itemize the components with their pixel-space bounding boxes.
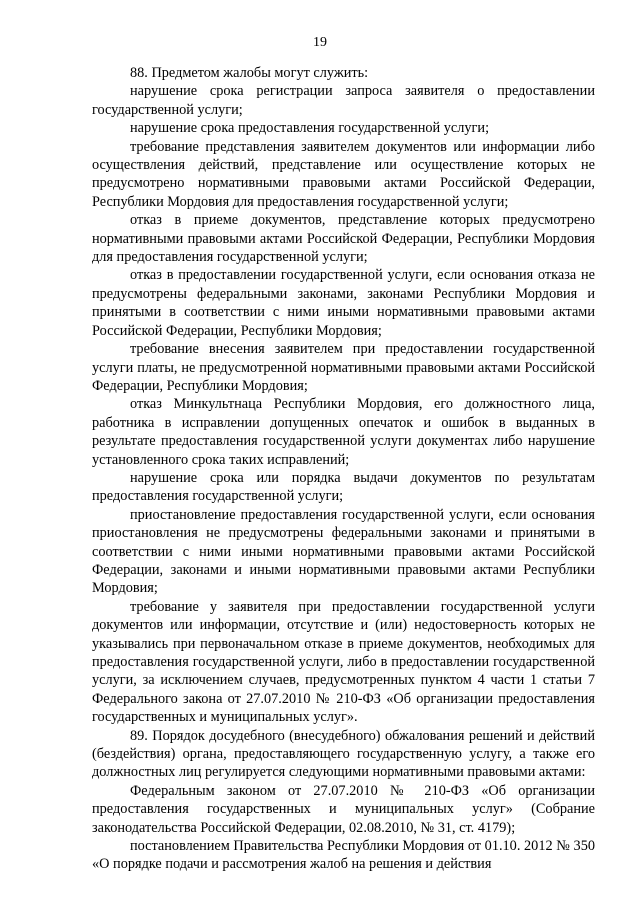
paragraph: требование представления заявителем документов или информации либо осуществления действий, представление или осуществление которых не предусмотрено нормативными правовыми актами Российской Федерации, Республики Мордовия для предоставления государственной услуги;: [92, 138, 595, 210]
paragraph: нарушение срока регистрации запроса заявителя о предоставлении государственной услуги;: [92, 83, 595, 118]
paragraph: требование внесения заявителем при предоставлении государственной услуги платы, не предусмотренной нормативными правовыми актами Российской Федерации, Республики Мордовия;: [92, 341, 595, 394]
paragraph: требование у заявителя при предоставлении государственной услуги документов или информации, отсутствие и (или) недостоверность которых не указывались при первоначальном отказе в приеме документов, необходимых для предоставления государственной услуги, либо в предоставлении государственной услуги, за исключением случаев, предусмотренных пунктом 4 части 1 статьи 7 Федерального закона от 27.07.2010 № 210-ФЗ «Об организации предоставления государственных и муниципальных услуг».: [92, 598, 595, 726]
paragraph: 89. Порядок досудебного (внесудебного) обжалования решений и действий (бездействия) органа, предоставляющего государственную услугу, а также его должностных лиц регулируется следующими нормативными правовыми актами:: [92, 727, 595, 781]
paragraph: отказ в предоставлении государственной услуги, если основания отказа не предусмотрены федеральными законами, законами Республики Мордовия и принятыми в соответствии с ними иными нормативными правовыми актами Российской Федерации, Республики Мордовия;: [92, 267, 595, 339]
paragraph: Федеральным законом от 27.07.2010 № 210-ФЗ «Об организации предоставления государственных и муниципальных услуг» (Собрание законодательства Российской Федерации, 02.08.2010, № 31, ст. 4179);: [92, 782, 595, 836]
paragraph: приостановление предоставления государственной услуги, если основания приостановления не предусмотрены федеральными законами и принятыми в соответствии с ними иными нормативными правовыми актами Российской Федерации, законами и иными нормативными правовыми актами Республики Мордовия;: [92, 506, 595, 597]
document-body: [92, 64, 595, 874]
paragraph: нарушение срока или порядка выдачи документов по результатам предоставления государственной услуги;: [92, 469, 595, 505]
paragraph: постановлением Правительства Республики Мордовия от 01.10. 2012 № 350 «О порядке подачи и рассмотрения жалоб на решения и действия: [92, 838, 595, 873]
paragraph: нарушение срока предоставления государственной услуги;: [130, 120, 490, 137]
paragraph: отказ в приеме документов, представление которых предусмотрено нормативными правовыми актами Российской Федерации, Республики Мордовия для предоставления государственной услуги;: [92, 212, 595, 266]
paragraph: 88. Предметом жалобы могут служить:: [130, 65, 369, 81]
paragraph: отказ Минкультнаца Республики Мордовия, его должностного лица, работника в исправлении допущенных опечаток и ошибок в выданных в результате предоставления государственной услуги документах либо нарушение установленного срока таких исправлений;: [92, 396, 595, 468]
page-number: 19: [313, 35, 327, 50]
